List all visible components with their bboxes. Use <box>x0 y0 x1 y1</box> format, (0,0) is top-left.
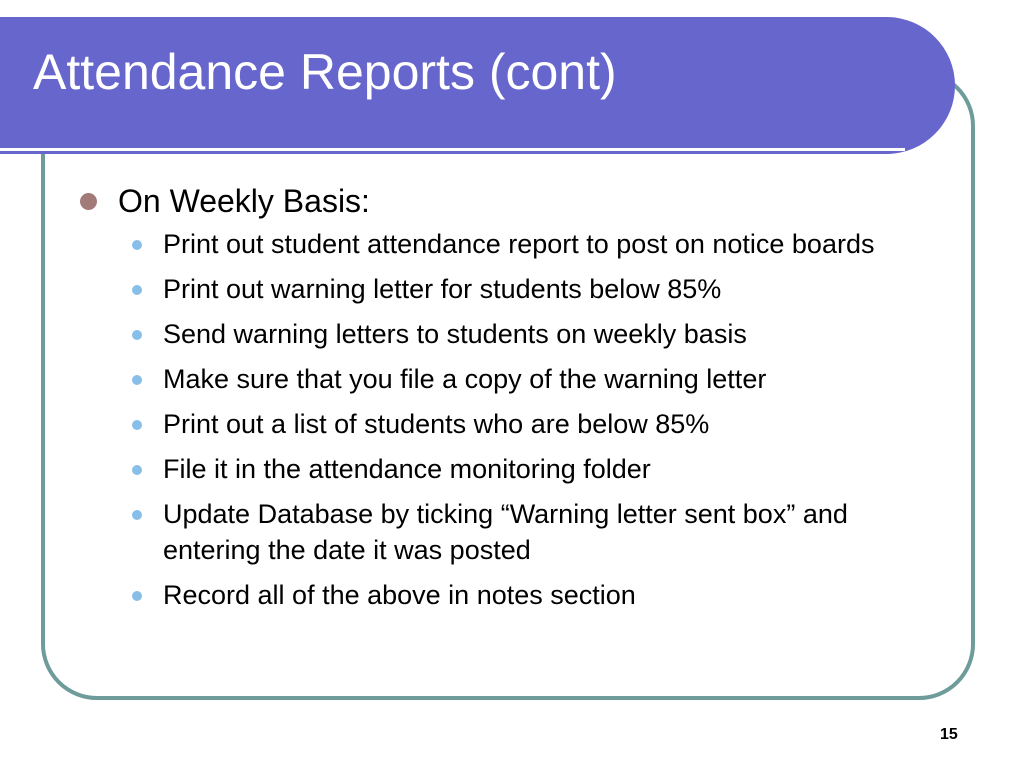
list-item <box>132 271 940 307</box>
list-item-text: Print out warning letter for students below 85% <box>163 274 722 305</box>
title-underline <box>0 148 905 151</box>
bullet-dot-icon <box>132 465 142 475</box>
list-item <box>132 226 940 262</box>
bullet-dot-icon <box>132 330 142 340</box>
list-item <box>132 406 940 442</box>
list-item <box>132 361 940 397</box>
list-item-text: Update Database by ticking “Warning letter sent box” and entering the date it was posted <box>163 499 848 566</box>
bullet-dot-icon <box>132 240 142 250</box>
bullet-dot-icon <box>132 285 142 295</box>
list-item <box>132 577 940 613</box>
list-item-text: Print out student attendance report to post on notice boards <box>163 229 875 260</box>
bullet-level1 <box>80 182 940 220</box>
sub-bullet-list <box>80 226 940 613</box>
bullet-dot-icon <box>132 591 142 601</box>
bullet-dot-icon <box>132 510 142 520</box>
slide-title: Attendance Reports (cont) <box>33 44 617 100</box>
list-item <box>132 316 940 352</box>
list-item-text: Record all of the above in notes section <box>163 580 636 611</box>
bullet-dot-icon <box>132 420 142 430</box>
list-item <box>132 496 940 568</box>
bullet-dot-icon <box>80 193 97 210</box>
list-item-text: Send warning letters to students on weekly basis <box>163 319 747 350</box>
list-item <box>132 451 940 487</box>
bullet-dot-icon <box>132 375 142 385</box>
list-item-text: Print out a list of students who are below 85% <box>163 409 710 440</box>
bullet-heading: On Weekly Basis: <box>118 183 370 219</box>
list-item-text: Make sure that you file a copy of the warning letter <box>163 364 767 395</box>
page-number: 15 <box>940 726 958 743</box>
list-item-text: File it in the attendance monitoring folder <box>163 454 651 485</box>
slide-body <box>80 182 940 622</box>
